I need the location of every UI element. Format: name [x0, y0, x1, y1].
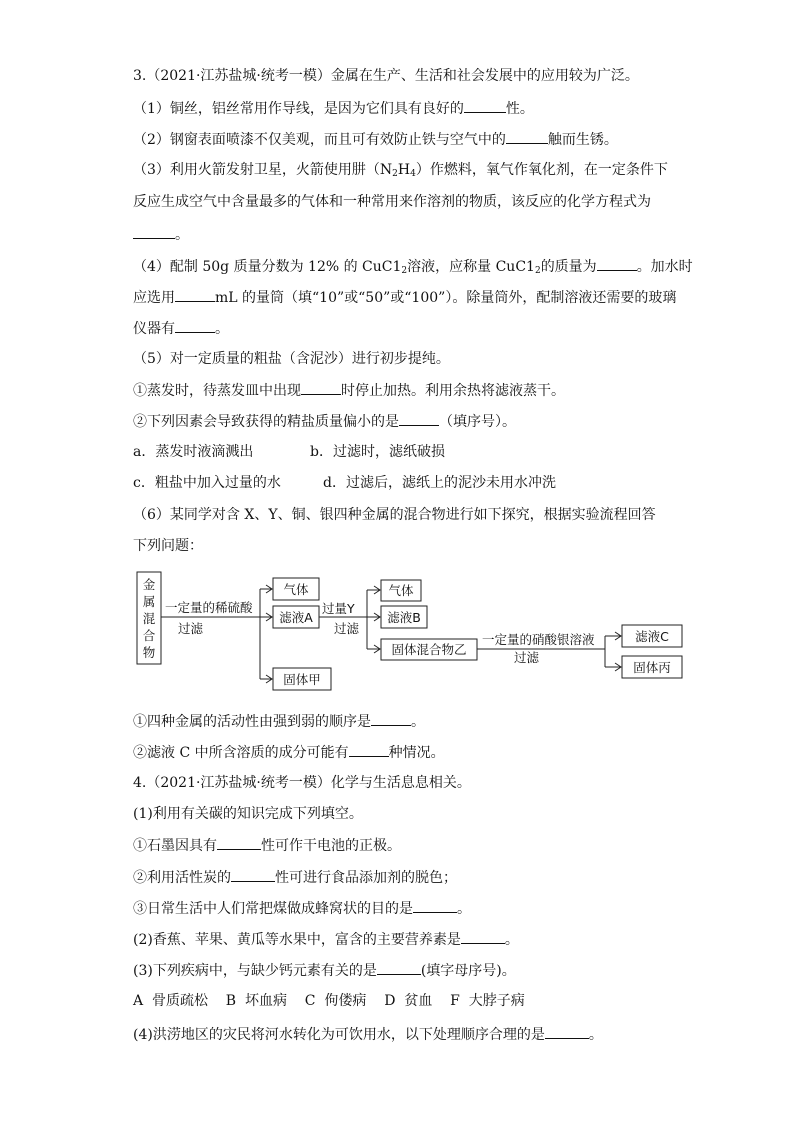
- q4-part3: (3)下列疾病中，与缺少钙元素有关的是 (填字母序号)。: [133, 960, 516, 981]
- answer-blank[interactable]: [371, 711, 411, 726]
- q3-part6-line1: （6）某同学对含 X、Y、铜、银四种金属的混合物进行如下探究，根据实验流程回答: [133, 507, 656, 523]
- answer-blank[interactable]: [413, 898, 457, 913]
- flow-gas2-label: 气体: [388, 583, 414, 598]
- q3-part1: （1）铜丝，铝丝常用作导线，是因为它们具有良好的 性。: [133, 98, 534, 119]
- q4-part4: (4)洪涝地区的灾民将河水转化为可饮用水，以下处理顺序合理的是 。: [133, 1024, 603, 1045]
- q3-part3-line2: 反应生成空气中含量最多的气体和一种常用来作溶剂的物质，该反应的化学方程式为: [133, 194, 651, 210]
- q3-part3-line3: 。: [133, 224, 189, 245]
- flow-start-char-4: 物: [142, 645, 156, 660]
- flow-op-3: 过滤: [514, 650, 540, 665]
- option-c: c．粗盐中加入过量的水: [133, 475, 281, 491]
- flow-reagent-3: 一定量的硝酸银溶液: [482, 632, 595, 647]
- q4-stem: 4.（2021·江苏盐城·统考一模）化学与生活息息相关。: [133, 775, 471, 791]
- q4-part3-options: A 骨质疏松 B 坏血病 C 佝偻病 D 贫血 F 大脖子病: [133, 993, 525, 1009]
- q4-part1: (1)利用有关碳的知识完成下列填空。: [133, 806, 363, 822]
- flow-start-char-3: 合: [142, 628, 156, 643]
- q3-part5: （5）对一定质量的粗盐（含泥沙）进行初步提纯。: [133, 351, 450, 367]
- answer-blank[interactable]: [231, 867, 275, 882]
- option-d: d．过滤后，滤纸上的泥沙未用水冲洗: [323, 475, 556, 491]
- flow-start-char-2: 混: [142, 611, 156, 626]
- q4-part1-sub3: ③日常生活中人们常把煤做成蜂窝状的目的是 。: [133, 898, 471, 919]
- answer-blank[interactable]: [377, 960, 421, 975]
- q3-part4-line1: （4）配制 50g 质量分数为 12% 的 $CuC1_2$溶液，应称量 $CuC1_2$的质量为 。加水时: [133, 256, 693, 281]
- answer-blank[interactable]: [349, 742, 389, 757]
- flow-mix-b-label: 固体混合物乙: [391, 642, 467, 657]
- q3-part6-sub1: ①四种金属的活动性由强到弱的顺序是 。: [133, 711, 425, 732]
- q3-part2: （2）钢窗表面喷漆不仅美观，而且可有效防止铁与空气中的 触而生锈。: [133, 129, 618, 150]
- answer-blank[interactable]: [545, 1024, 589, 1039]
- flow-solid-a-label: 固体甲: [283, 672, 321, 687]
- flow-solid-c-label: 固体丙: [633, 660, 671, 675]
- flow-reagent-1: 一定量的稀硫酸: [165, 600, 253, 615]
- q3-part3-line1: （3）利用火箭发射卫星，火箭使用肼$(N_2H_4)$作燃料，氧气作氧化剂，在一定条件下: [133, 162, 668, 179]
- q3-part5-sub1: ①蒸发时，待蒸发皿中出现 时停止加热。利用余热将滤液蒸干。: [133, 380, 565, 401]
- flow-op-2: 过滤: [334, 621, 360, 636]
- q3-part4-line3: 仪器有 。: [133, 318, 229, 339]
- q4-part2: (2)香蕉、苹果、黄瓜等水果中，富含的主要营养素是 。: [133, 929, 519, 950]
- option-a: a．蒸发时液滴溅出: [133, 444, 254, 460]
- flow-filtrate-a-label: 滤液A: [279, 610, 313, 625]
- flow-filtrate-b-label: 滤液B: [387, 610, 421, 625]
- q3-part4-line2: 应选用 mL 的量筒（填“10”或“50”或“100”）。除量筒外，配制溶液还需要的玻璃: [133, 287, 676, 308]
- q3-stem: 3.（2021·江苏盐城·统考一模）金属在生产、生活和社会发展中的应用较为广泛。: [133, 68, 639, 84]
- q3-part6-line2: 下列问题：: [133, 538, 203, 554]
- flow-start-char-0: 金: [142, 577, 156, 592]
- q3-part5-sub2: ②下列因素会导致获得的精盐质量偏小的是 （填序号）。: [133, 411, 516, 432]
- option-b: b．过滤时，滤纸破损: [310, 444, 445, 460]
- q4-part1-sub1: ①石墨因具有 性可作干电池的正极。: [133, 835, 401, 856]
- q3-part6-sub2: ②滤液 C 中所含溶质的成分可能有 种情况。: [133, 742, 445, 763]
- flow-reagent-2: 过量Y: [322, 601, 355, 616]
- q4-part1-sub2: ②利用活性炭的 性可进行食品添加剂的脱色；: [133, 867, 457, 888]
- flow-gas1-label: 气体: [283, 582, 309, 597]
- flow-op-1: 过滤: [178, 621, 204, 636]
- flow-filtrate-c-label: 滤液C: [635, 629, 669, 644]
- answer-blank[interactable]: [217, 835, 261, 850]
- answer-blank[interactable]: [461, 929, 505, 944]
- flow-start-char-1: 属: [142, 594, 156, 609]
